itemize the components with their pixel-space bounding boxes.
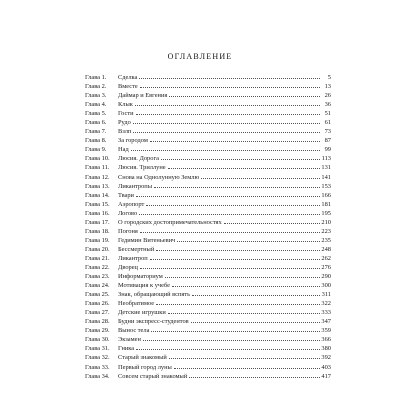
dot-leader — [140, 262, 320, 269]
chapter-title: Вместе — [118, 83, 138, 91]
dot-leader — [201, 172, 320, 179]
chapter-title: Твари — [118, 191, 134, 199]
toc-entry — [85, 289, 331, 298]
chapter-number: Глава 9. — [85, 146, 107, 154]
chapter-title: Гника — [118, 345, 135, 353]
chapter-title: Люсия. Триллуне — [118, 164, 166, 172]
chapter-number: Глава 7. — [85, 128, 107, 136]
table-of-contents — [85, 72, 331, 380]
chapter-number: Глава 4. — [85, 101, 107, 109]
page-number: 61 — [324, 119, 331, 127]
chapter-title: Бессмертный — [118, 245, 155, 253]
chapter-number: Глава 2. — [85, 83, 107, 91]
dot-leader — [139, 72, 320, 79]
chapter-title: Информаториум — [118, 273, 163, 281]
dot-leader — [139, 208, 320, 215]
dot-leader — [177, 235, 320, 242]
chapter-number: Глава 14. — [85, 191, 110, 199]
chapter-title: Рудо — [118, 119, 131, 127]
chapter-title: Погоня — [118, 227, 138, 235]
dot-leader — [168, 162, 320, 169]
chapter-title: Люсия. Дорога — [118, 155, 159, 163]
toc-entry — [85, 144, 331, 153]
chapter-title: Дворец — [118, 263, 138, 271]
chapter-title: Детские игрушки — [118, 309, 166, 317]
chapter-title: Даймар и Евгения — [118, 92, 168, 100]
dot-leader — [143, 334, 320, 341]
dot-leader — [224, 217, 320, 224]
page-number: 380 — [321, 345, 331, 353]
toc-entry — [85, 72, 331, 81]
chapter-number: Глава 32. — [85, 354, 110, 362]
toc-entry — [85, 307, 331, 316]
toc-entry — [85, 334, 331, 343]
dot-leader — [165, 271, 320, 278]
page-number: 51 — [324, 110, 331, 118]
toc-entry — [85, 162, 331, 171]
page-number: 359 — [321, 327, 331, 335]
toc-entry — [85, 108, 331, 117]
toc-entry — [85, 99, 331, 108]
toc-entry — [85, 362, 331, 371]
page-number: 311 — [321, 291, 331, 299]
chapter-number: Глава 23. — [85, 273, 110, 281]
chapter-number: Глава 5. — [85, 110, 107, 118]
dot-leader — [133, 126, 320, 133]
page-number: 181 — [321, 200, 331, 208]
chapter-number: Глава 8. — [85, 137, 107, 145]
chapter-title: О городских достопримечательностях — [118, 218, 222, 226]
chapter-number: Глава 22. — [85, 263, 110, 271]
chapter-title: Снова на Однолунную Землю — [118, 173, 200, 181]
chapter-number: Глава 21. — [85, 254, 110, 262]
page-number: 392 — [321, 354, 331, 362]
page-number: 248 — [321, 245, 331, 253]
chapter-title: Совсем старый знакомый — [118, 372, 188, 380]
dot-leader — [174, 362, 320, 369]
chapter-title: Аэропорт — [118, 200, 145, 208]
chapter-number: Глава 1. — [85, 74, 107, 81]
dot-leader — [169, 352, 320, 359]
chapter-number: Глава 26. — [85, 300, 110, 308]
page-number: 300 — [321, 282, 331, 290]
page-number: 333 — [321, 309, 331, 317]
toc-entry — [85, 371, 331, 380]
dot-leader — [191, 316, 320, 323]
chapter-number: Глава 18. — [85, 227, 110, 235]
chapter-title: Сделка — [118, 74, 138, 81]
chapter-number: Глава 11. — [85, 164, 110, 172]
chapter-title: Взлп — [118, 128, 132, 136]
toc-entry — [85, 262, 331, 271]
toc-entry — [85, 199, 331, 208]
page-number: 141 — [321, 173, 331, 181]
page-number: 166 — [321, 191, 331, 199]
toc-entry — [85, 244, 331, 253]
chapter-title: Клык — [118, 101, 133, 109]
chapter-number: Глава 30. — [85, 336, 110, 344]
page-number: 87 — [324, 137, 331, 145]
chapter-number: Глава 19. — [85, 236, 110, 244]
chapter-title: Экзамен — [118, 336, 141, 344]
toc-entry — [85, 316, 331, 325]
chapter-number: Глава 27. — [85, 309, 110, 317]
chapter-title: Первый город луны — [118, 363, 172, 371]
dot-leader — [192, 289, 320, 296]
page-number: 366 — [321, 336, 331, 344]
dot-leader — [133, 117, 320, 124]
toc-entry — [85, 226, 331, 235]
chapter-number: Глава 28. — [85, 318, 110, 326]
dot-leader — [156, 244, 320, 251]
toc-entry — [85, 343, 331, 352]
dot-leader — [136, 108, 320, 115]
dot-leader — [189, 371, 320, 378]
dot-leader — [135, 99, 320, 106]
toc-entry — [85, 208, 331, 217]
page-number: 99 — [324, 146, 331, 154]
dot-leader — [136, 190, 320, 197]
page-number: 403 — [321, 363, 331, 371]
page-number: 5 — [327, 74, 331, 81]
page-number: 347 — [321, 318, 331, 326]
toc-entry — [85, 325, 331, 334]
page-number: 13 — [324, 83, 331, 91]
page-number: 276 — [321, 263, 331, 271]
dot-leader — [172, 280, 320, 287]
dot-leader — [161, 153, 320, 160]
page-title: оглавление — [167, 50, 233, 62]
dot-leader — [146, 199, 320, 206]
dot-leader — [136, 343, 320, 350]
dot-leader — [150, 253, 320, 260]
dot-leader — [168, 307, 320, 314]
chapter-number: Глава 15. — [85, 200, 110, 208]
chapter-title: Ликантропы — [118, 182, 152, 190]
chapter-title: Будни экспресс-студентов — [118, 318, 189, 326]
dot-leader — [151, 325, 320, 332]
toc-entry — [85, 181, 331, 190]
chapter-number: Глава 20. — [85, 245, 110, 253]
page-number: 36 — [324, 101, 331, 109]
dot-leader — [156, 298, 320, 305]
toc-entry — [85, 153, 331, 162]
chapter-number: Глава 3. — [85, 92, 107, 100]
chapter-title: Над — [118, 146, 129, 154]
toc-entry — [85, 126, 331, 135]
page-number: 417 — [321, 372, 331, 380]
page-number: 322 — [321, 300, 331, 308]
chapter-number: Глава 33. — [85, 363, 110, 371]
chapter-number: Глава 29. — [85, 327, 110, 335]
page-number: 223 — [321, 227, 331, 235]
chapter-number: Глава 31. — [85, 345, 110, 353]
chapter-number: Глава 10. — [85, 155, 110, 163]
chapter-number: Глава 13. — [85, 182, 110, 190]
chapter-number: Глава 6. — [85, 119, 107, 127]
chapter-title: Логово — [118, 209, 138, 217]
toc-entry — [85, 352, 331, 361]
page-number: 131 — [321, 164, 331, 172]
page-number: 262 — [321, 254, 331, 262]
toc-entry — [85, 190, 331, 199]
page-number: 290 — [321, 273, 331, 281]
chapter-number: Глава 24. — [85, 282, 110, 290]
toc-entry — [85, 172, 331, 181]
toc-entry — [85, 135, 331, 144]
dot-leader — [140, 81, 320, 88]
dot-leader — [154, 181, 320, 188]
chapter-title: Старый знакомый — [118, 354, 167, 362]
dot-leader — [150, 135, 320, 142]
chapter-number: Глава 17. — [85, 218, 110, 226]
toc-entry — [85, 271, 331, 280]
chapter-number: Глава 25. — [85, 291, 110, 299]
chapter-title: Вынос тела — [118, 327, 150, 335]
chapter-number: Глава 16. — [85, 209, 110, 217]
toc-entry — [85, 217, 331, 226]
chapter-number: Глава 12. — [85, 173, 110, 181]
chapter-title: Ликантроп — [118, 254, 148, 262]
chapter-title: Знак, обращающий вспять — [118, 291, 191, 299]
dot-leader — [131, 144, 320, 151]
page-number: 113 — [321, 155, 331, 163]
toc-entry — [85, 298, 331, 307]
chapter-title: Гости — [118, 110, 134, 118]
chapter-title: Необратимое — [118, 300, 155, 308]
toc-entry — [85, 280, 331, 289]
chapter-number: Глава 34. — [85, 372, 110, 380]
toc-entry — [85, 253, 331, 262]
dot-leader — [140, 226, 320, 233]
toc-entry — [85, 90, 331, 99]
chapter-title: Мотивация к учебе — [118, 282, 170, 290]
page-number: 235 — [321, 236, 331, 244]
dot-leader — [169, 90, 320, 97]
toc-entry — [85, 117, 331, 126]
chapter-title: Гедимин Витеньевич — [118, 236, 176, 244]
page-number: 210 — [321, 218, 331, 226]
chapter-title: За городом — [118, 137, 148, 145]
page-number: 73 — [324, 128, 331, 136]
page-number: 153 — [321, 182, 331, 190]
page-number: 195 — [321, 209, 331, 217]
page-number: 26 — [324, 92, 331, 100]
toc-entry — [85, 81, 331, 90]
toc-entry — [85, 235, 331, 244]
